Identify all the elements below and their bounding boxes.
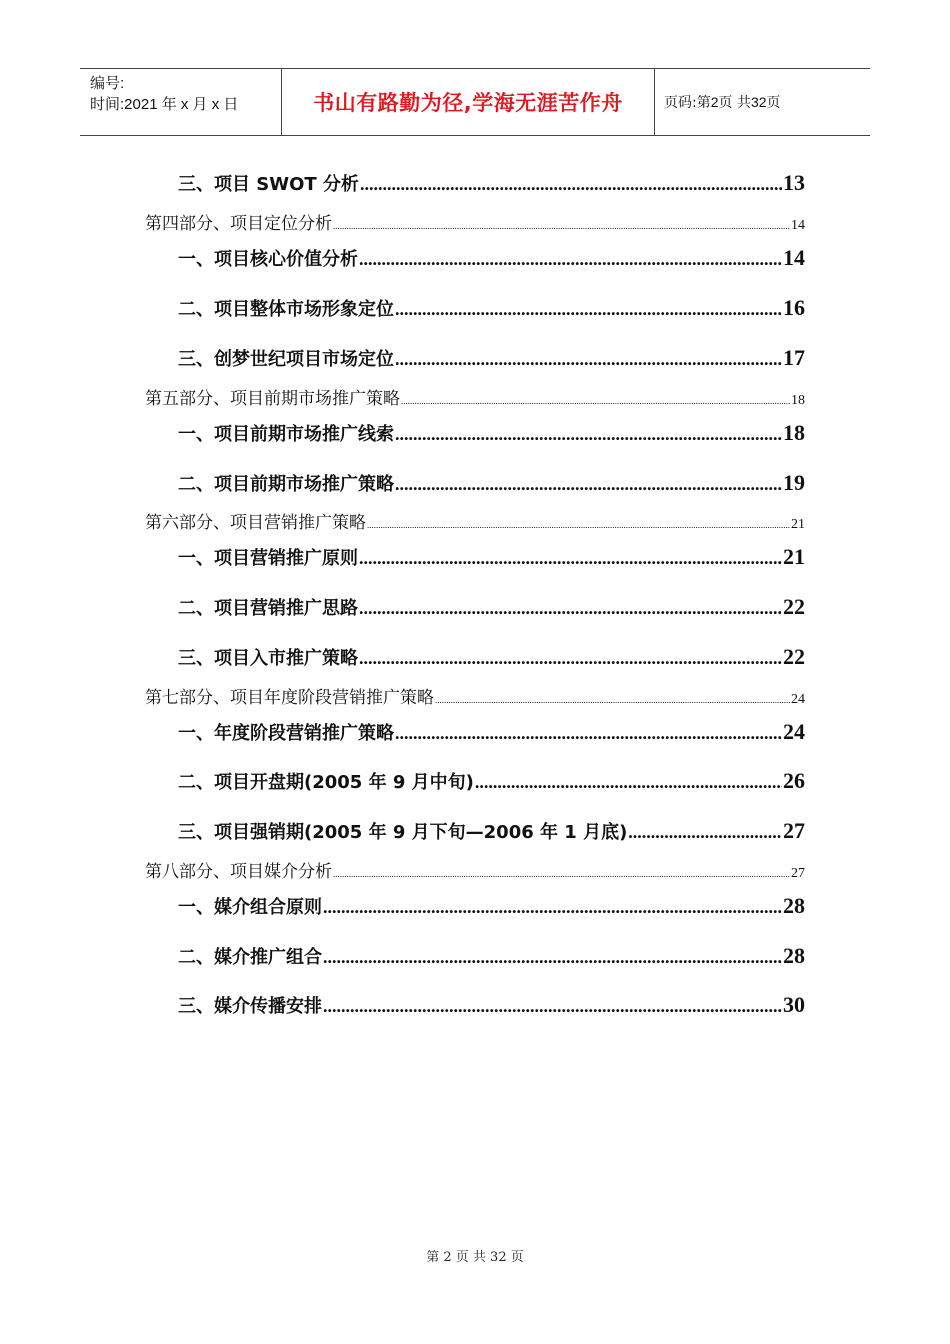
toc-entry-page: 21 [783,544,805,569]
toc-leader [359,548,782,569]
toc-entry-page: 21 [791,517,805,532]
toc-entry-page: 19 [783,470,805,495]
toc-entry-title: 一、项目前期市场推广线索 [178,424,394,445]
toc-entry-title: 三、媒介传播安排 [178,996,322,1017]
toc-entry[interactable] [178,818,805,844]
toc-leader [333,214,790,234]
toc-entry-page: 27 [791,866,805,881]
toc-entry-title: 二、媒介推广组合 [178,947,322,968]
toc-leader [323,996,782,1017]
toc-entry-page: 22 [783,644,805,669]
header-motto: 书山有路勤为径,学海无涯苦作舟 [313,91,623,115]
doc-number-label: 编号: [90,75,125,92]
toc-entry-title: 一、年度阶段营销推广策略 [178,723,394,744]
toc-entry-title: 三、创梦世纪项目市场定位 [178,349,394,370]
toc-entry-title: 第四部分、项目定位分析 [145,214,332,234]
toc-leader [395,424,782,445]
toc-leader [367,513,790,533]
toc-entry-page: 27 [783,818,805,843]
page-footer: 第 2 页 共 32 页 [426,1250,524,1265]
toc-entry-title: 第八部分、项目媒介分析 [145,862,332,882]
toc-leader [395,723,782,744]
toc-entry-page: 24 [783,719,805,744]
toc-leader [401,389,790,409]
header-meta [80,69,282,135]
doc-time-label: 时间:2021 年 x 月 x 日 [90,96,239,113]
toc-entry-page: 18 [783,420,805,445]
toc-entry-page: 22 [783,594,805,619]
page-suffix: 页 [766,95,781,111]
toc-entry-title: 第六部分、项目营销推广策略 [145,513,366,533]
header-page-info [655,69,870,135]
toc-entry[interactable] [178,544,805,570]
toc-entry[interactable] [178,420,805,446]
toc-entry-page: 18 [791,393,805,408]
header-motto-cell [282,69,655,135]
toc-entry-title: 三、项目 SWOT 分析 [178,174,359,195]
toc-entry-title: 一、项目营销推广原则 [178,548,358,569]
toc-entry[interactable] [145,857,805,882]
toc-entry-title: 二、项目整体市场形象定位 [178,299,394,320]
toc-entry[interactable] [145,384,805,409]
toc-leader [395,349,782,370]
toc-entry-page: 14 [791,218,805,233]
toc-entry-page: 30 [783,992,805,1017]
page-label: 页码:第 [664,95,711,111]
toc-leader [360,174,782,195]
toc-entry[interactable] [178,245,805,271]
toc-entry[interactable] [178,345,805,371]
toc-leader [359,249,782,270]
toc-entry[interactable] [178,295,805,321]
toc-entry[interactable] [145,209,805,234]
toc-entry-page: 28 [783,893,805,918]
toc-entry-title: 三、项目入市推广策略 [178,648,358,669]
toc-entry[interactable] [178,170,805,196]
toc-leader [435,688,790,708]
toc-entry-title: 第七部分、项目年度阶段营销推广策略 [145,688,434,708]
toc-entry-page: 24 [791,692,805,707]
toc-entry-page: 13 [783,170,805,195]
toc-entry-page: 14 [783,245,805,270]
toc-entry-page: 17 [783,345,805,370]
toc-leader [395,474,782,495]
toc-entry-page: 26 [783,768,805,793]
toc-entry[interactable] [178,470,805,496]
toc-leader [333,862,790,882]
toc-leader [359,648,782,669]
toc-entry-title: 二、项目开盘期(2005 年 9 月中旬) [178,772,474,793]
toc-entry[interactable] [178,719,805,745]
toc-entry[interactable] [178,594,805,620]
toc-leader [359,598,782,619]
page-total: 32 [750,94,767,110]
toc-entry-title: 三、项目强销期(2005 年 9 月下旬—2006 年 1 月底) [178,822,628,843]
toc-entry[interactable] [178,768,805,794]
toc-entry[interactable] [178,943,805,969]
page-current: 2 [710,94,719,110]
toc-entry-title: 二、项目前期市场推广策略 [178,474,394,495]
toc-entry-page: 16 [783,295,805,320]
toc-entry-page: 28 [783,943,805,968]
toc-entry[interactable] [178,992,805,1018]
toc-leader [628,822,782,843]
page-header [80,68,870,136]
toc-entry-title: 二、项目营销推广思路 [178,598,358,619]
toc-entry-title: 一、媒介组合原则 [178,897,322,918]
toc-leader [323,947,782,968]
page-mid: 页 共 [718,95,751,111]
toc-entry[interactable] [178,644,805,670]
toc-leader [323,897,782,918]
toc-entry[interactable] [145,683,805,708]
toc-entry[interactable] [178,893,805,919]
toc-entry[interactable] [145,508,805,533]
toc-entry-title: 一、项目核心价值分析 [178,249,358,270]
toc-entry-title: 第五部分、项目前期市场推广策略 [145,389,400,409]
toc-leader [395,299,782,320]
toc-leader [475,772,782,793]
